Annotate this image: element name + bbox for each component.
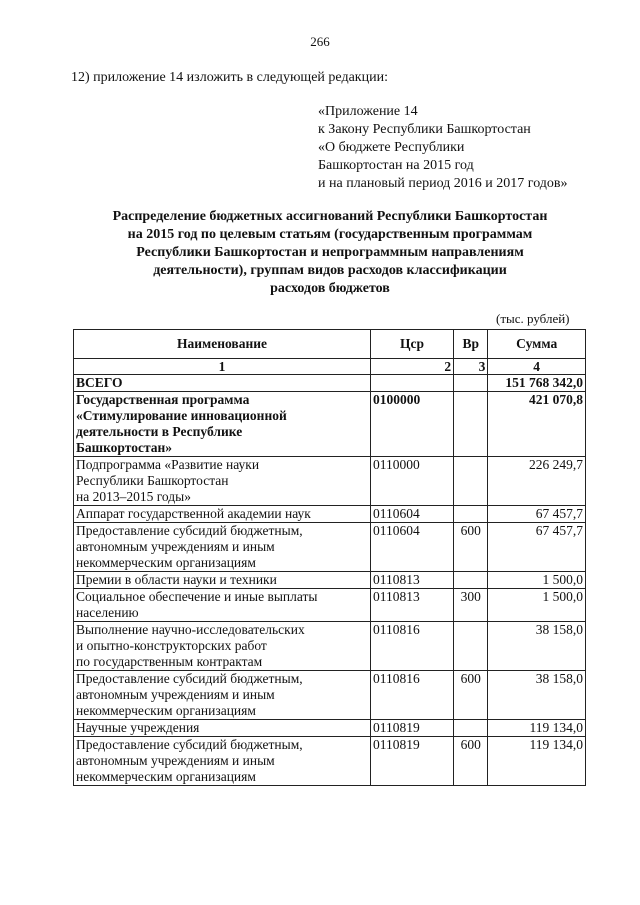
row-sum-cell: 67 457,7	[488, 523, 586, 572]
row-csr-cell: 0110813	[371, 572, 454, 589]
row-name-line: некоммерческим организациям	[76, 769, 256, 784]
row-name-line: Аппарат государственной академии наук	[76, 506, 311, 521]
header-csr: Цср	[371, 330, 454, 359]
row-vr-cell	[454, 457, 488, 506]
table-row	[74, 572, 586, 589]
row-name-line: деятельности в Республике	[76, 424, 243, 439]
row-sum-cell: 38 158,0	[488, 622, 586, 671]
column-number: 3	[454, 359, 488, 375]
row-csr-cell: 0110816	[371, 622, 454, 671]
row-vr-cell	[454, 572, 488, 589]
row-csr-cell: 0110816	[371, 671, 454, 720]
header-name: Наименование	[74, 330, 371, 359]
row-name-line: некоммерческим организациям	[76, 555, 256, 570]
row-csr-cell	[371, 375, 454, 392]
row-name-line: Предоставление субсидий бюджетным,	[76, 671, 303, 686]
row-sum-cell: 226 249,7	[488, 457, 586, 506]
table-row	[74, 506, 586, 523]
table-row	[74, 375, 586, 392]
row-sum-cell: 151 768 342,0	[488, 375, 586, 392]
row-name-line: и опытно-конструкторских работ	[76, 638, 267, 653]
row-name-line: автономным учреждениям и иным	[76, 753, 275, 768]
title-line: на 2015 год по целевым статьям (государственным программам	[127, 227, 533, 242]
row-name-cell	[74, 622, 371, 671]
row-vr-cell	[454, 375, 488, 392]
row-name-line: ВСЕГО	[76, 375, 123, 390]
appendix-reference	[318, 103, 568, 193]
table-header-row	[74, 330, 586, 359]
row-sum-cell: 1 500,0	[488, 572, 586, 589]
row-name-line: Подпрограмма «Развитие науки	[76, 457, 260, 472]
row-sum-cell: 119 134,0	[488, 737, 586, 786]
row-csr-cell: 0110813	[371, 589, 454, 622]
row-name-line: на 2013–2015 годы»	[76, 489, 191, 504]
row-name-line: Предоставление субсидий бюджетным,	[76, 523, 303, 538]
title-line: деятельности), группам видов расходов классификации	[153, 263, 507, 278]
budget-allocation-table	[73, 329, 586, 786]
row-name-line: Государственная программа	[76, 392, 250, 407]
row-sum-cell: 67 457,7	[488, 506, 586, 523]
row-name-cell	[74, 737, 371, 786]
appendix-ref-line: и на плановый период 2016 и 2017 годов»	[318, 176, 568, 191]
document-title	[60, 208, 600, 298]
row-csr-cell: 0100000	[371, 392, 454, 457]
table-row	[74, 671, 586, 720]
row-name-line: населению	[76, 605, 139, 620]
row-name-cell	[74, 589, 371, 622]
appendix-ref-line: «О бюджете Республики	[318, 140, 465, 155]
header-sum: Сумма	[488, 330, 586, 359]
table-row	[74, 737, 586, 786]
column-number-row	[74, 359, 586, 375]
row-vr-cell	[454, 506, 488, 523]
row-sum-cell: 1 500,0	[488, 589, 586, 622]
row-sum-cell: 421 070,8	[488, 392, 586, 457]
table-row	[74, 457, 586, 506]
appendix-ref-line: к Закону Республики Башкортостан	[318, 122, 531, 137]
column-number: 4	[488, 359, 586, 375]
row-sum-cell: 119 134,0	[488, 720, 586, 737]
row-name-cell	[74, 392, 371, 457]
row-name-cell	[74, 572, 371, 589]
row-name-line: автономным учреждениям и иным	[76, 539, 275, 554]
table-row	[74, 392, 586, 457]
row-csr-cell: 0110819	[371, 720, 454, 737]
row-name-cell	[74, 375, 371, 392]
row-name-line: Республики Башкортостан	[76, 473, 229, 488]
row-name-line: автономным учреждениям и иным	[76, 687, 275, 702]
row-vr-cell: 600	[454, 737, 488, 786]
appendix-ref-line: «Приложение 14	[318, 104, 418, 119]
row-csr-cell: 0110604	[371, 506, 454, 523]
table-row	[74, 589, 586, 622]
row-csr-cell: 0110000	[371, 457, 454, 506]
row-csr-cell: 0110819	[371, 737, 454, 786]
table-row	[74, 523, 586, 572]
appendix-ref-line: Башкортостан на 2015 год	[318, 158, 474, 173]
column-number: 2	[371, 359, 454, 375]
row-name-line: Премии в области науки и техники	[76, 572, 277, 587]
row-name-line: по государственным контрактам	[76, 654, 263, 669]
table-row	[74, 720, 586, 737]
title-line: Распределение бюджетных ассигнований Республики Башкортостан	[112, 209, 548, 224]
page-number: 266	[310, 34, 330, 49]
column-number: 1	[74, 359, 371, 375]
row-vr-cell	[454, 622, 488, 671]
row-vr-cell: 600	[454, 523, 488, 572]
row-name-cell	[74, 671, 371, 720]
row-sum-cell: 38 158,0	[488, 671, 586, 720]
row-vr-cell: 300	[454, 589, 488, 622]
row-name-line: Социальное обеспечение и иные выплаты	[76, 589, 318, 604]
amendment-instruction: 12) приложение 14 изложить в следующей редакции:	[71, 70, 388, 85]
row-name-line: Научные учреждения	[76, 720, 200, 735]
row-csr-cell: 0110604	[371, 523, 454, 572]
row-name-line: Предоставление субсидий бюджетным,	[76, 737, 303, 752]
row-name-cell	[74, 523, 371, 572]
row-name-cell	[74, 506, 371, 523]
units-label: (тыс. рублей)	[496, 311, 570, 326]
row-vr-cell	[454, 720, 488, 737]
row-name-line: «Стимулирование инновационной	[76, 408, 287, 423]
row-name-cell	[74, 457, 371, 506]
row-vr-cell	[454, 392, 488, 457]
row-vr-cell: 600	[454, 671, 488, 720]
row-name-line: некоммерческим организациям	[76, 703, 256, 718]
title-line: расходов бюджетов	[270, 281, 390, 296]
table-row	[74, 622, 586, 671]
row-name-cell	[74, 720, 371, 737]
row-name-line: Выполнение научно-исследовательских	[76, 622, 305, 637]
row-name-line: Башкортостан»	[76, 440, 173, 455]
title-line: Республики Башкортостан и непрограммным направлениям	[136, 245, 524, 260]
header-vr: Вр	[454, 330, 488, 359]
